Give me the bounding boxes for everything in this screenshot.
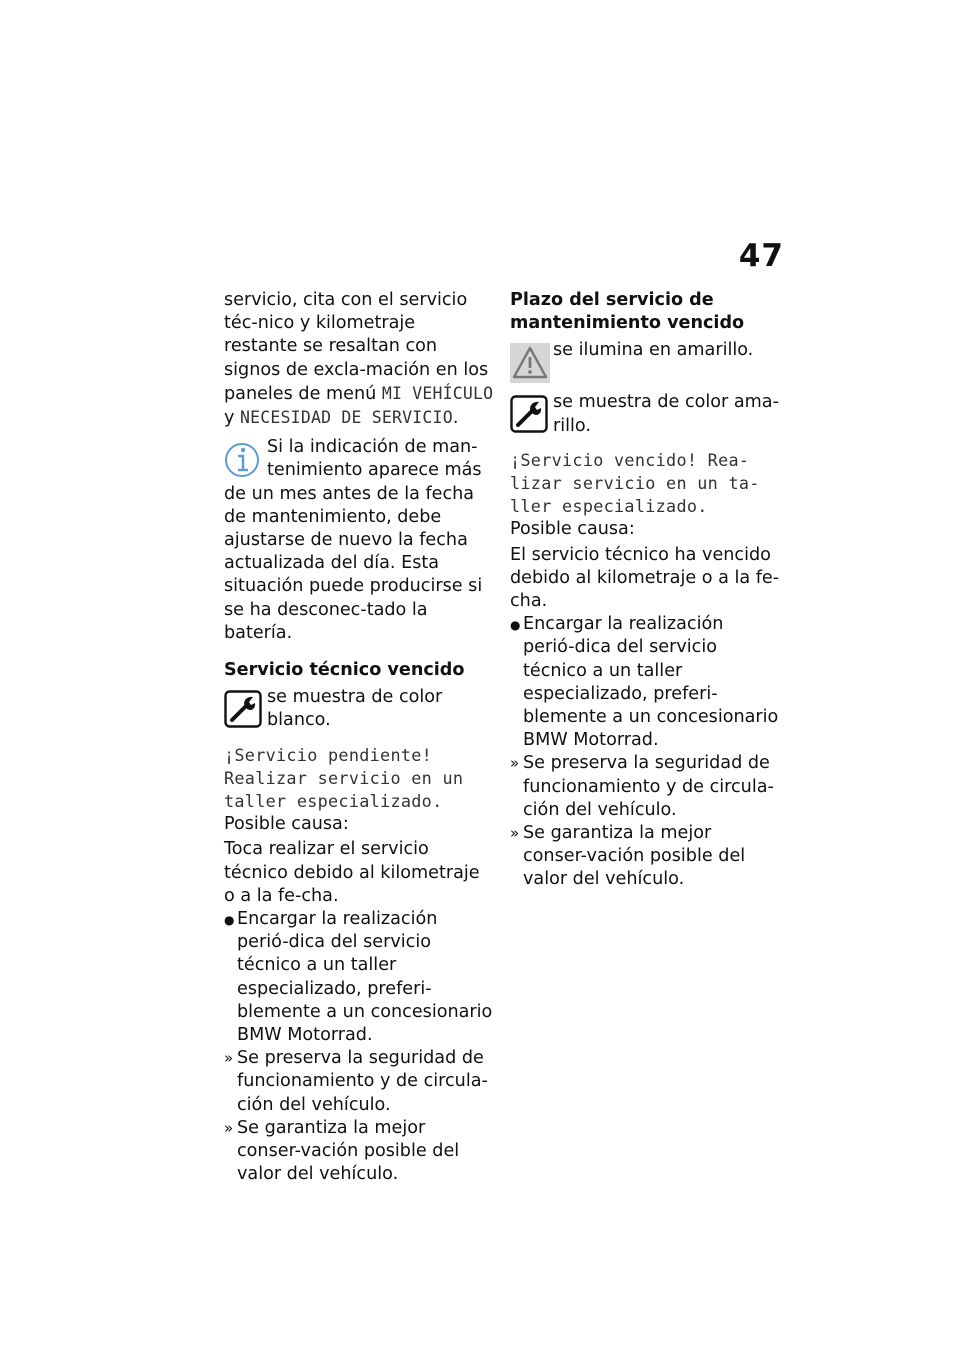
list-item: [510, 613, 780, 752]
cause-label: Posible causa:: [510, 519, 635, 540]
wrench-icon: [224, 690, 262, 728]
warning-triangle-icon: [510, 343, 548, 381]
info-icon: [224, 440, 260, 480]
info-lead: Si la indicación de man-tenimiento aparece más: [267, 437, 482, 481]
list-item-text: Se garantiza la mejor conser-vación posible del valor del vehículo.: [523, 823, 746, 890]
service-message: ¡Servicio pendiente! Realizar servicio en un taller especializado.: [224, 745, 464, 812]
info-note: [224, 436, 494, 645]
bullet-mark: ●: [510, 618, 521, 633]
wrench-white-text: se muestra de color blanco.: [267, 687, 443, 731]
list-item: [510, 752, 780, 822]
wrench-yellow-row: [510, 391, 780, 439]
wrench-white-row: [224, 686, 494, 734]
result-mark: »: [224, 1118, 234, 1137]
list-item: [224, 1117, 494, 1187]
intro-text: servicio, cita con el servicio téc-nico y kilometraje restante se resaltan con signos de excla-mación en los paneles de menú: [224, 290, 489, 404]
list-item-text: Se garantiza la mejor conser-vación posible del valor del vehículo.: [237, 1117, 460, 1185]
list-item: [224, 908, 494, 1047]
menu-necesidad-servicio: NECESIDAD DE SERVICIO: [240, 408, 453, 428]
result-mark: »: [510, 754, 520, 773]
warning-row: [510, 339, 780, 387]
intro-paragraph: [224, 289, 494, 430]
action-list: [224, 908, 494, 1186]
list-item-text: Encargar la realización perió-dica del servicio técnico a un taller especializado, preferi-blemente a un concesionario BMW Motorrad.: [237, 909, 493, 1046]
cause-label: Posible causa:: [224, 814, 349, 835]
list-item-text: Encargar la realización perió-dica del servicio técnico a un taller especializado, preferi-blemente a un concesionario BMW Motorrad.: [523, 614, 779, 751]
and-word: y: [224, 408, 235, 429]
info-rest: de un mes antes de la fecha de mantenimiento, debe ajustarse de nuevo la fecha actualizada del día. Esta situación puede producirse si se ha desconec-tado la batería.: [224, 483, 483, 643]
list-item-text: Se preserva la seguridad de funcionamiento y de circula-ción del vehículo.: [523, 753, 774, 820]
left-column: [224, 289, 494, 1187]
list-item: [510, 822, 780, 892]
section-title-servicio-vencido: Servicio técnico vencido: [224, 660, 465, 681]
section-title-plazo-vencido: Plazo del servicio de mantenimiento vencido: [510, 290, 745, 334]
action-list: [510, 613, 780, 891]
period: .: [452, 408, 459, 429]
result-mark: »: [224, 1049, 234, 1068]
warning-text: se ilumina en amarillo.: [553, 340, 754, 361]
cause-text: El servicio técnico ha vencido debido al kilometraje o a la fe-cha.: [510, 544, 780, 612]
page-number: 47: [738, 238, 784, 274]
list-item-text: Se preserva la seguridad de funcionamiento y de circula-ción del vehículo.: [237, 1048, 488, 1115]
bullet-mark: ●: [224, 913, 235, 928]
cause-text: Toca realizar el servicio técnico debido al kilometraje o a la fe-cha.: [224, 839, 480, 906]
menu-mi-vehiculo: MI VEHÍCULO: [381, 383, 494, 403]
service-message: ¡Servicio vencido! Rea-lizar servicio en un ta-ller especializado.: [510, 450, 760, 517]
wrench-yellow-text: se muestra de color ama-rillo.: [553, 392, 779, 436]
right-column: [510, 289, 780, 892]
wrench-icon: [510, 395, 548, 433]
list-item: [224, 1047, 494, 1117]
result-mark: »: [510, 824, 520, 843]
